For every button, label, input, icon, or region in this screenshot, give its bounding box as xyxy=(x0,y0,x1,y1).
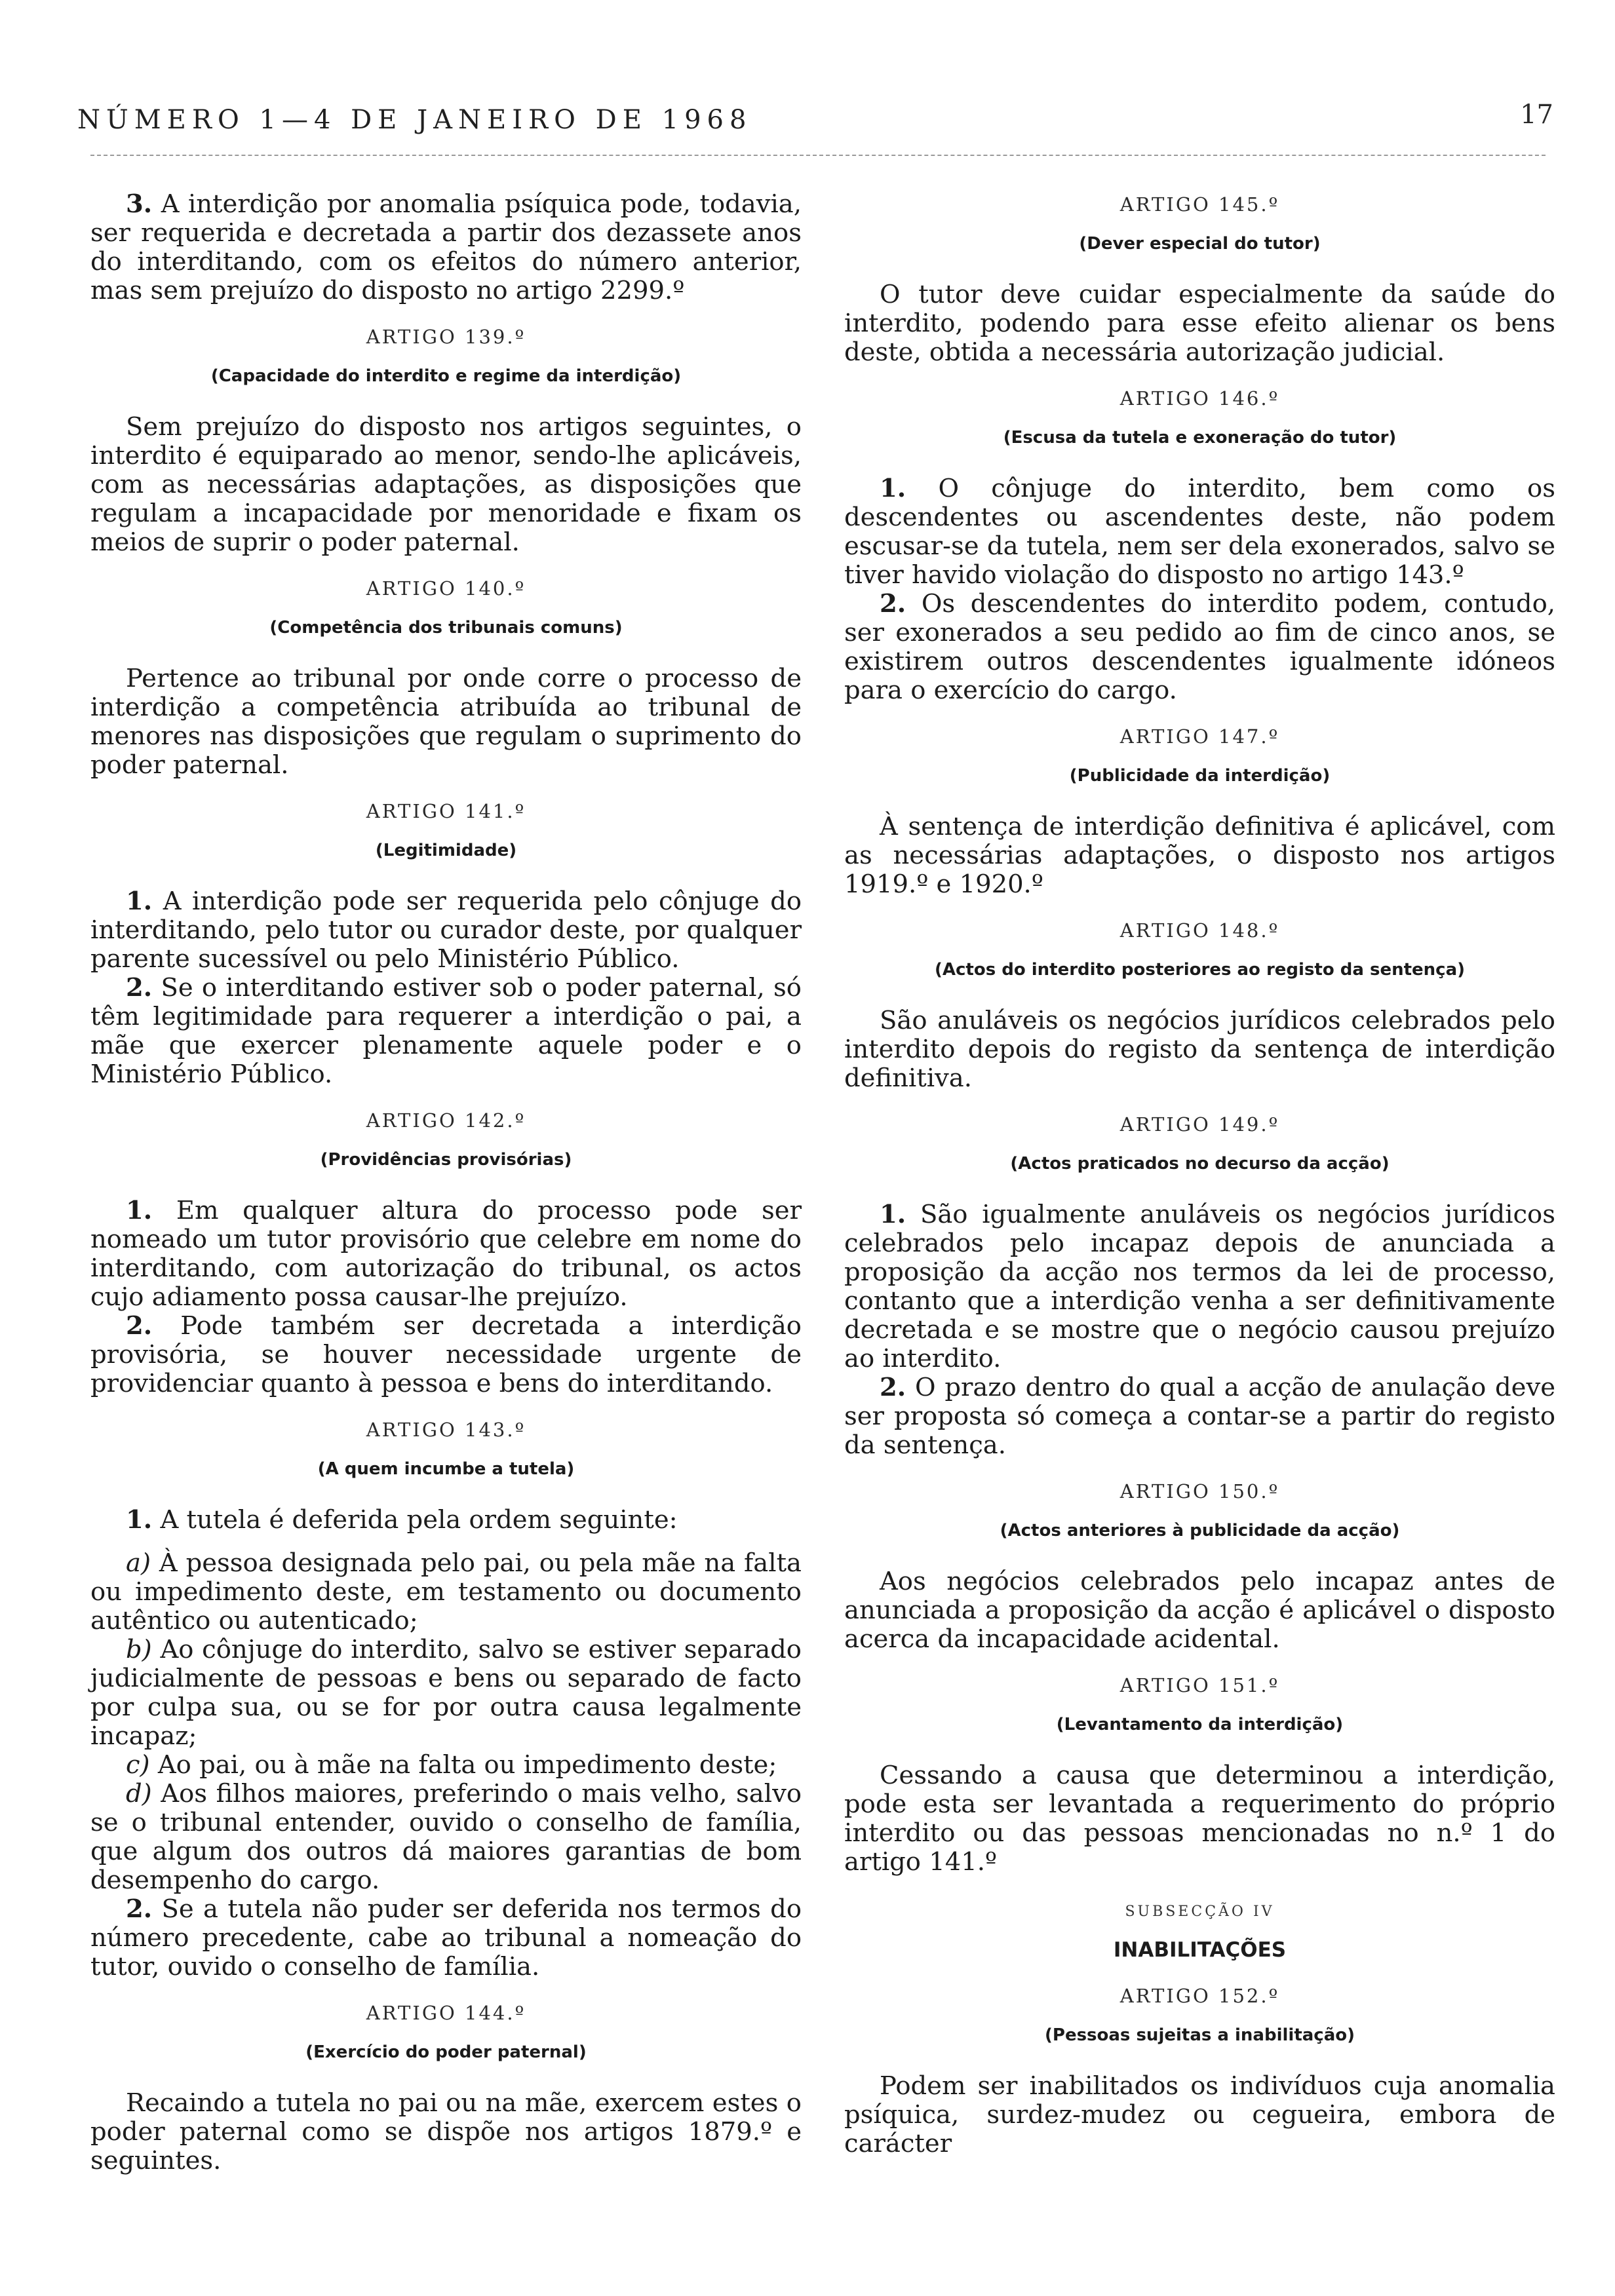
left-column xyxy=(90,190,802,2175)
list-item: c) Ao pai, ou à mãe na falta ou impedimento deste; xyxy=(126,1750,777,1780)
article-text: Aos negócios celebrados pelo incapaz antes de anunciada a proposição da acção é aplicável o disposto acerca da incapacidade acidental. xyxy=(844,1567,1555,1654)
article-heading: (Legitimidade) xyxy=(375,841,517,860)
article-text: O tutor deve cuidar especialmente da saúde do interdito, podendo para esse efeito alienar os bens deste, obtida a necessária autorização judicial. xyxy=(844,280,1555,367)
section-title: INABILITAÇÕES xyxy=(1113,1938,1287,1962)
issue-title: NÚMERO 1—4 DE JANEIRO DE 1968 xyxy=(77,105,752,135)
article-heading: (Capacidade do interdito e regime da interdição) xyxy=(210,366,682,386)
article-heading: (Dever especial do tutor) xyxy=(1079,234,1321,254)
article-heading: (Levantamento da interdição) xyxy=(1056,1715,1344,1734)
article-heading: (Pessoas sujeitas a inabilitação) xyxy=(1045,2025,1355,2045)
paragraph: 3. A interdição por anomalia psíquica pode, todavia, ser requerida e decretada a partir dos dezassete anos do interditando, com os efeitos do número anterior, mas sem prejuízo do disposto no artigo 2299.º xyxy=(90,189,802,305)
article-text: 2. Se a tutela não puder ser deferida nos termos do número precedente, cabe ao tribunal a nomeação do tutor, ouvido o conselho de família. xyxy=(90,1894,802,1981)
article-heading: (A quem incumbe a tutela) xyxy=(317,1459,575,1479)
article-text: 2. Se o interditando estiver sob o poder paternal, só têm legitimidade para requerer a interdição o pai, a mãe que exercer plenamente aquele poder e o Ministério Público. xyxy=(90,973,802,1089)
subsection-label: SUBSECÇÃO IV xyxy=(1125,1904,1275,1920)
article-number: ARTIGO 142.º xyxy=(366,1109,526,1132)
article-text: São anuláveis os negócios jurídicos celebrados pelo interdito depois do registo da sentença de interdição definitiva. xyxy=(844,1006,1555,1093)
article-text: Pertence ao tribunal por onde corre o processo de interdição a competência atribuída ao tribunal de menores nas disposições que regulam o suprimento do poder paternal. xyxy=(90,664,802,780)
page-number: 17 xyxy=(1520,100,1553,130)
article-number: ARTIGO 143.º xyxy=(366,1419,526,1441)
article-number: ARTIGO 152.º xyxy=(1119,1985,1280,2007)
article-text: 1. O cônjuge do interdito, bem como os descendentes ou ascendentes deste, não podem escusar-se da tutela, nem ser dela exonerados, salvo se tiver havido violação do disposto no artigo 143.º xyxy=(844,474,1555,590)
article-number: ARTIGO 150.º xyxy=(1119,1480,1280,1502)
article-heading: (Actos do interdito posteriores ao registo da sentença) xyxy=(934,960,1466,980)
article-heading: (Escusa da tutela e exoneração do tutor) xyxy=(1003,428,1397,448)
article-number: ARTIGO 139.º xyxy=(366,326,526,348)
list-item: b) Ao cônjuge do interdito, salvo se estiver separado judicialmente de pessoas e bens ou separado de facto por culpa sua, ou se for por outra causa legalmente incapaz; xyxy=(90,1635,802,1751)
article-text: Cessando a causa que determinou a interdição, pode esta ser levantada a requerimento do próprio interdito ou das pessoas mencionadas no n.º 1 do artigo 141.º xyxy=(844,1761,1555,1877)
article-heading: (Exercício do poder paternal) xyxy=(305,2042,587,2062)
article-text: 1. A tutela é deferida pela ordem seguinte: xyxy=(126,1505,678,1535)
article-text: Sem prejuízo do disposto nos artigos seguintes, o interdito é equiparado ao menor, sendo-lhe aplicáveis, com as necessárias adaptações, as disposições que regulam a incapacidade por menoridade e fixam os meios de suprir o poder paternal. xyxy=(90,412,802,557)
article-text: À sentença de interdição definitiva é aplicável, com as necessárias adaptações, o disposto nos artigos 1919.º e 1920.º xyxy=(844,812,1555,899)
article-text: 1. A interdição pode ser requerida pelo cônjuge do interditando, pelo tutor ou curador deste, por qualquer parente sucessível ou pelo Ministério Público. xyxy=(90,887,802,974)
article-number: ARTIGO 145.º xyxy=(1119,193,1280,216)
article-number: ARTIGO 151.º xyxy=(1119,1674,1280,1696)
page-header xyxy=(77,100,1553,151)
article-text: 2. O prazo dentro do qual a acção de anulação deve ser proposta só começa a contar-se a partir do registo da sentença. xyxy=(844,1373,1555,1460)
article-text: 2. Os descendentes do interdito podem, contudo, ser exonerados a seu pedido ao fim de cinco anos, se existirem outros descendentes igualmente idóneos para o exercício do cargo. xyxy=(844,589,1555,705)
header-divider xyxy=(90,155,1546,156)
article-text: Podem ser inabilitados os indivíduos cuja anomalia psíquica, surdez-mudez ou cegueira, embora de carácter xyxy=(844,2071,1555,2158)
article-text: Recaindo a tutela no pai ou na mãe, exercem estes o poder paternal como se dispõe nos artigos 1879.º e seguintes. xyxy=(90,2088,802,2175)
article-number: ARTIGO 146.º xyxy=(1119,387,1280,410)
article-number: ARTIGO 141.º xyxy=(366,800,526,822)
article-number: ARTIGO 140.º xyxy=(366,577,526,600)
list-item: d) Aos filhos maiores, preferindo o mais velho, salvo se o tribunal entender, ouvido o conselho de família, que algum dos outros dá maiores garantias de bom desempenho do cargo. xyxy=(90,1779,802,1895)
article-heading: (Actos anteriores à publicidade da acção) xyxy=(1000,1521,1400,1540)
article-number: ARTIGO 148.º xyxy=(1119,919,1280,942)
list-item: a) À pessoa designada pelo pai, ou pela mãe na falta ou impedimento deste, em testamento ou documento autêntico ou autenticado; xyxy=(90,1548,802,1636)
article-text: 1. Em qualquer altura do processo pode ser nomeado um tutor provisório que celebre em nome do interditando, com autorização do tribunal, os actos cujo adiamento possa causar-lhe prejuízo. xyxy=(90,1196,802,1312)
article-number: ARTIGO 149.º xyxy=(1119,1113,1280,1136)
article-text: 2. Pode também ser decretada a interdição provisória, se houver necessidade urgente de providenciar quanto à pessoa e bens do interditando. xyxy=(90,1311,802,1398)
article-heading: (Actos praticados no decurso da acção) xyxy=(1010,1154,1390,1174)
article-heading: (Providências provisórias) xyxy=(320,1150,572,1170)
article-heading: (Publicidade da interdição) xyxy=(1069,766,1331,786)
right-column xyxy=(844,190,1555,2158)
article-text: 1. São igualmente anuláveis os negócios jurídicos celebrados pelo incapaz depois de anunciada a proposição da acção nos termos da lei de processo, contanto que a interdição venha a ser definitivamente decretada e se mostre que o negócio causou prejuízo ao interdito. xyxy=(844,1200,1555,1373)
article-number: ARTIGO 147.º xyxy=(1119,725,1280,748)
article-number: ARTIGO 144.º xyxy=(366,2002,526,2024)
article-heading: (Competência dos tribunais comuns) xyxy=(269,618,623,638)
